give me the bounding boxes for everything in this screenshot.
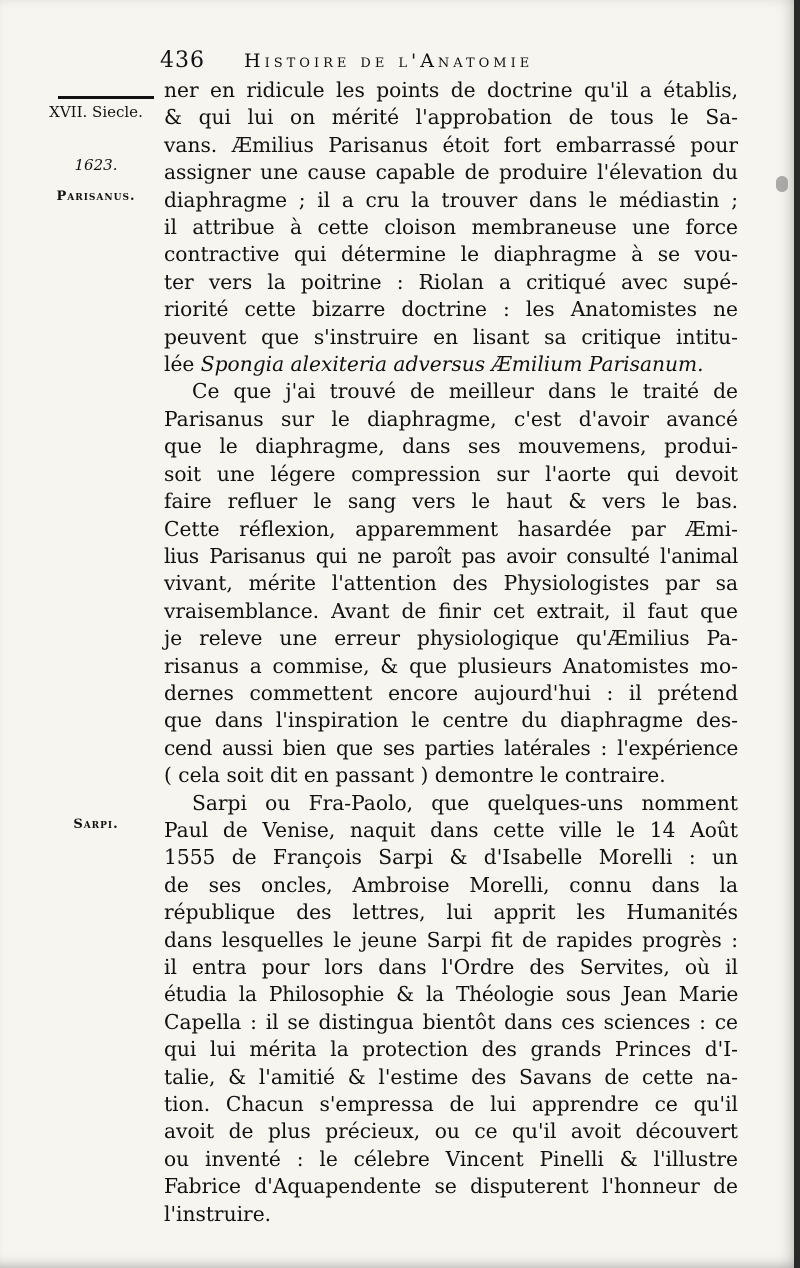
body-text [164,77,738,1228]
text-line: de ses oncles, Ambroise Morelli, connu dans la [164,872,738,897]
text-line: Cette réflexion, apparemment hasardée par Æmi- [164,516,738,541]
text-line: Fabrice d'Aquapendente se disputerent l'honneur de [164,1174,738,1199]
text-line: talie, & l'amitié & l'estime des Savans de cette na- [164,1064,738,1089]
text-line: cend aussi bien que ses parties latérales : l'expérience [164,735,738,760]
text-line: soit une légere compression sur l'aorte qui devoit [164,461,738,486]
text-line-italic-title: lée Spongia alexiteria adversus Æmilium Parisanum. [164,352,704,377]
margin-rule [58,96,154,99]
text-line: lius Parisanus qui ne paroît pas avoir consulté l'animal [164,543,738,568]
text-line: dernes commettent encore aujourd'hui : il prétend [164,680,738,705]
text-line: assigner une cause capable de produire l'élevation du [164,160,738,185]
text-line: diaphragme ; il a cru la trouver dans le médiastin ; [164,187,738,212]
text-line: qui lui mérita la protection des grands Princes d'I- [164,1037,738,1062]
text-line: 1555 de François Sarpi & d'Isabelle Morelli : un [164,845,738,870]
text-line: que dans l'inspiration le centre du diaphragme des- [164,708,738,733]
text-line: faire refluer le sang vers le haut & vers le bas. [164,489,738,514]
text-line: Ce que j'ai trouvé de meilleur dans le traité de [192,379,738,404]
text-line: vivant, mérite l'attention des Physiologistes par sa [164,571,738,596]
text-line: ner en ridicule les points de doctrine qu'il a établis, [164,78,738,102]
text-line: ter vers la poitrine : Riolan a critiqué avec supé- [164,269,738,294]
text-line: république des lettres, lui apprit les Humanités [164,900,738,925]
text-line: l'instruire. [164,1201,272,1226]
margin-note-century: XVII. Siecle. [49,103,143,121]
text-line: riorité cette bizarre doctrine : les Anatomistes ne [164,297,738,322]
text-line: dans lesquelles le jeune Sarpi fit de rapides progrès : [164,927,738,952]
ink-blot [776,176,788,192]
book-title: Spongia alexiteria adversus Æmilium Parisanum. [200,352,704,377]
text-line: il entra pour lors dans l'Ordre des Servites, où il [164,955,738,979]
text-line: Capella : il se distingua bientôt dans ces sciences : ce [164,1009,738,1034]
margin-note-parisanus: Parisanus. [56,189,136,204]
text-line: & qui lui on mérité l'approbation de tous le Sa- [164,105,738,130]
text-line: étudia la Philosophie & la Théologie sous Jean Marie [164,982,738,1007]
text-line: vraisemblance. Avant de finir cet extrait, il faut que [164,598,738,623]
text-line: contractive qui détermine le diaphragme à se vou- [164,242,738,267]
text-line: tion. Chacun s'empressa de lui apprendre ce qu'il [164,1092,738,1117]
text-line: je releve une erreur physiologique qu'Æmilius Pa- [164,626,738,651]
page-edge-shadow [794,0,800,1268]
margin-note-year: 1623. [74,156,118,174]
text-line: ( cela soit dit en passant ) demontre le contraire. [164,763,666,788]
text-line: Sarpi ou Fra-Paolo, que quelques-uns nomment [192,790,738,815]
text-line: il attribue à cette cloison membraneuse une force [164,215,738,240]
text-line: vans. Æmilius Parisanus étoit fort embarrassé pour [164,132,738,157]
text-line: Paul de Venise, naquit dans cette ville le 14 Août [164,817,738,842]
text-line: que le diaphragme, dans ses mouvemens, produi- [164,434,738,459]
text-line: avoit de plus précieux, ou ce qu'il avoit découvert [164,1119,738,1144]
page-number: 436 [160,48,205,73]
text-line: peuvent que s'instruire en lisant sa critique intitu- [164,324,738,349]
text-line: Parisanus sur le diaphragme, c'est d'avoir avancé [164,406,738,431]
running-head: Histoire de l'Anatomie [244,50,534,72]
text-line: risanus a commise, & que plusieurs Anatomistes mo- [164,653,738,678]
text-line: ou inventé : le célebre Vincent Pinelli & l'illustre [164,1146,738,1171]
page-header [160,48,660,80]
margin-note-sarpi: Sarpi. [73,817,119,832]
